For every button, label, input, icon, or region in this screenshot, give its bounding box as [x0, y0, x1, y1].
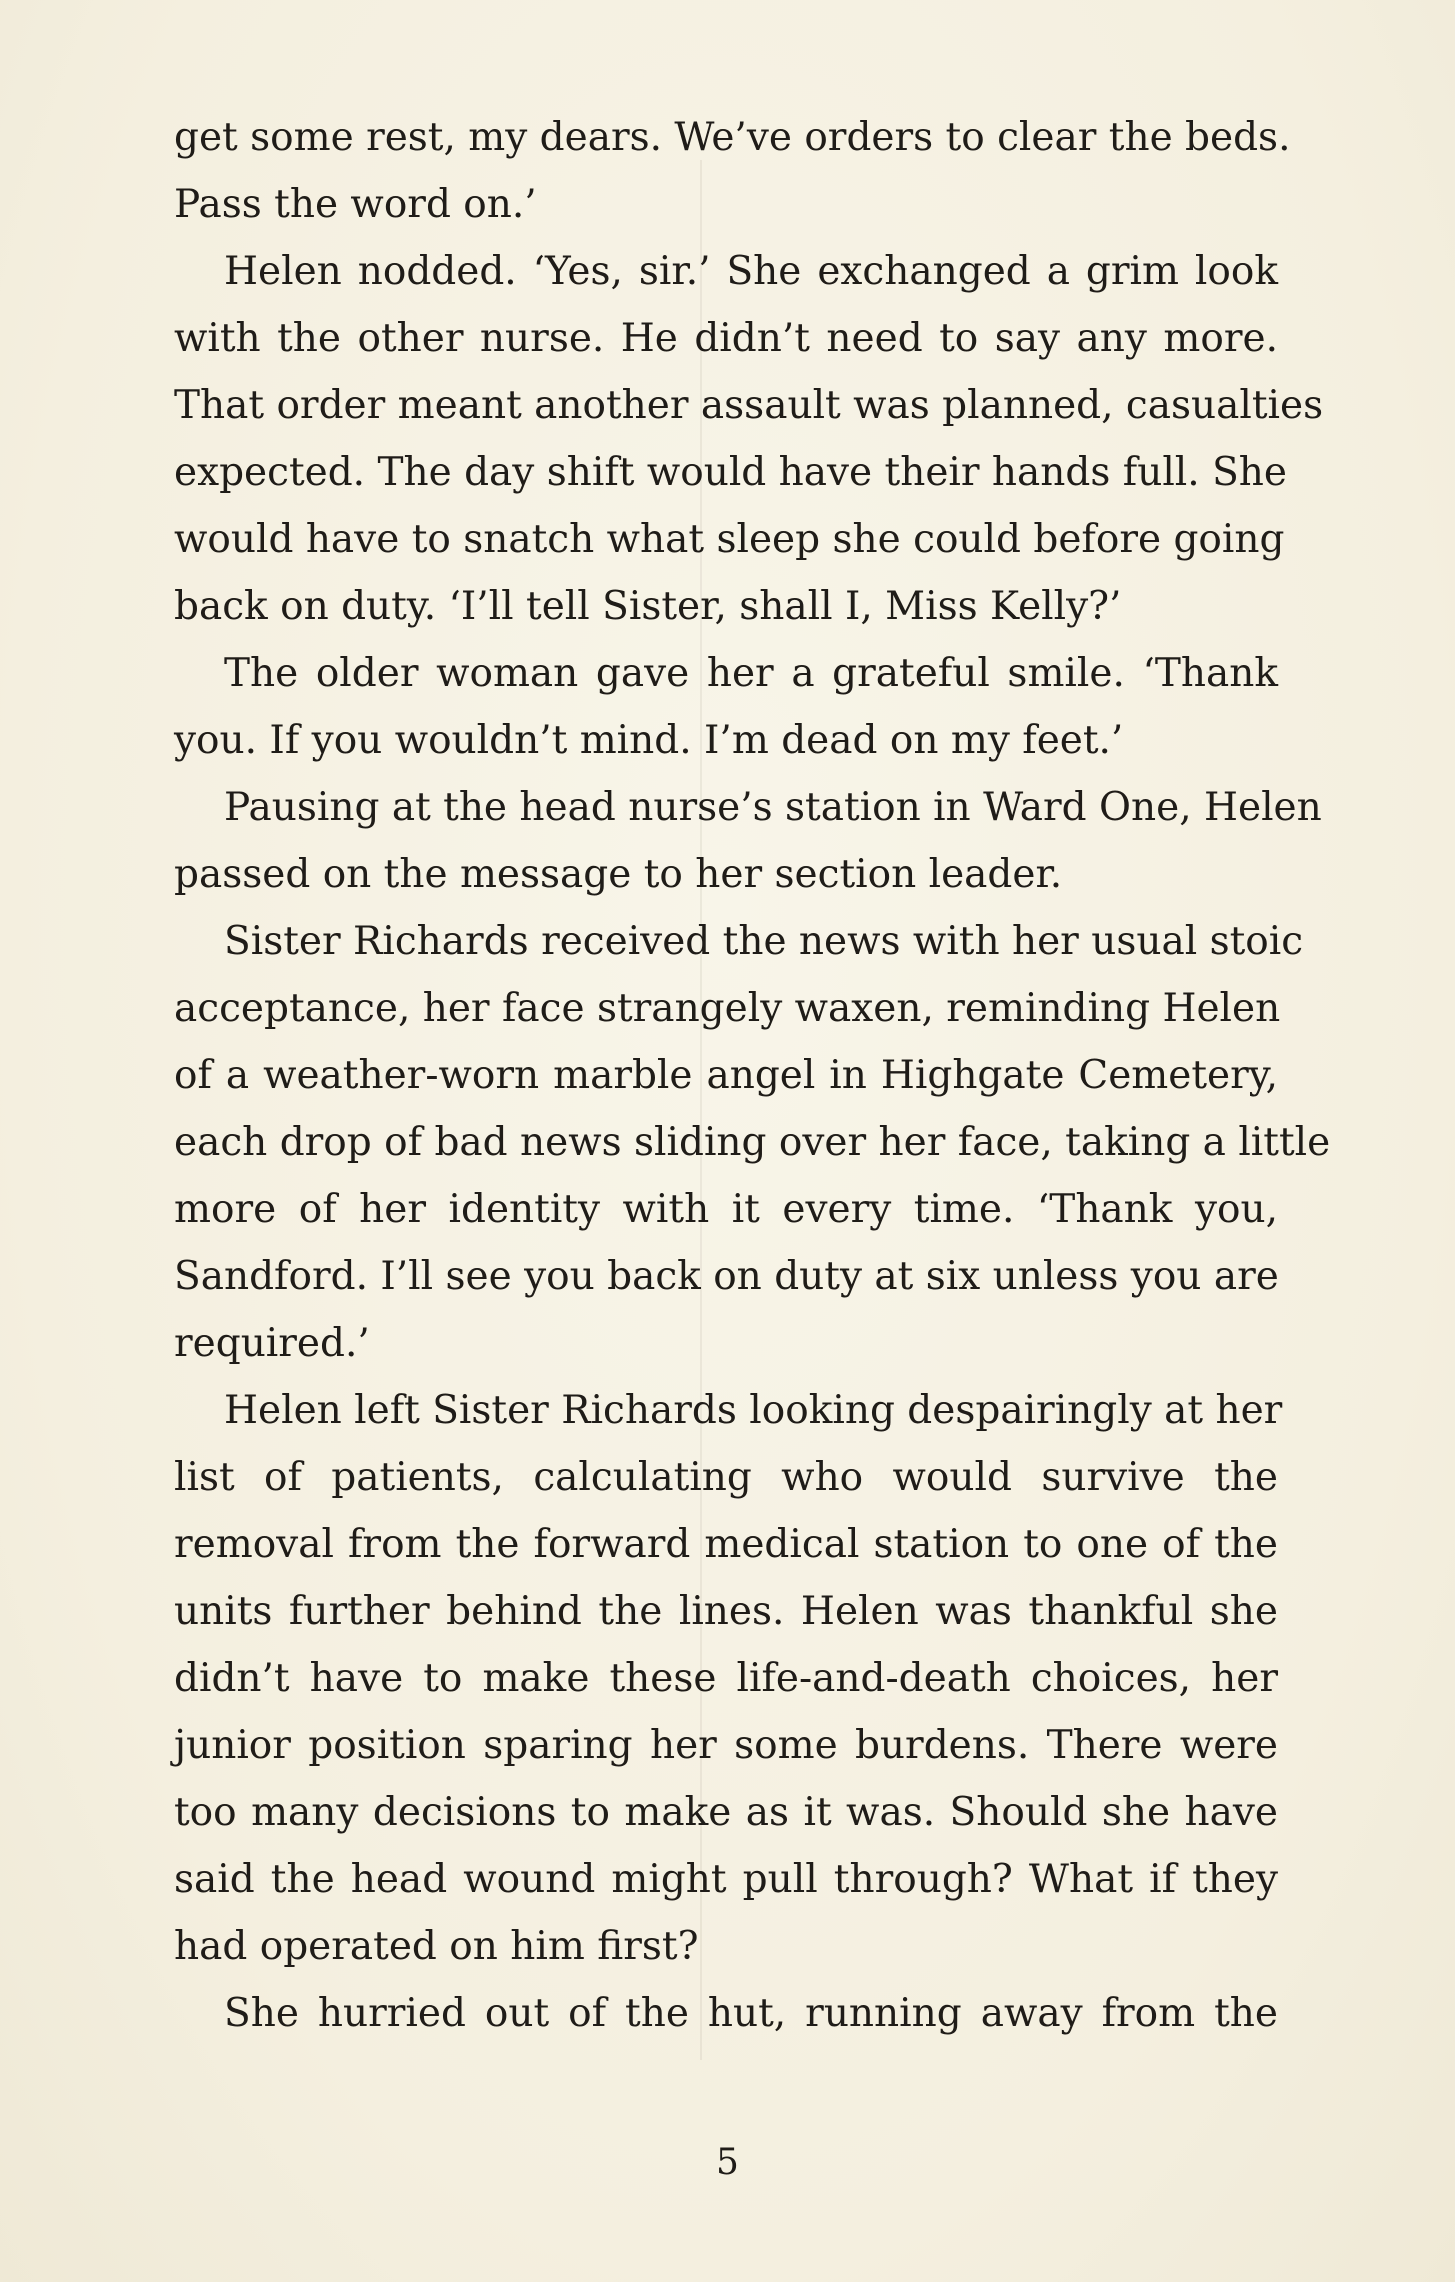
text-line: would have to snatch what sleep she could before going — [174, 517, 1285, 562]
text-line: units further behind the lines. Helen was thankful she — [174, 1589, 1278, 1634]
text-line: That order meant another assault was planned, casualties — [174, 383, 1324, 428]
text-line: She hurried out of the hut, running away from the — [224, 1991, 1278, 2036]
text-line: required.’ — [174, 1321, 370, 1366]
text-line: more of her identity with it every time. ‘Thank you, — [174, 1187, 1278, 1232]
text-line: with the other nurse. He didn’t need to say any more. — [174, 316, 1278, 361]
text-line: of a weather-worn marble angel in Highgate Cemetery, — [174, 1053, 1278, 1098]
text-line: had operated on him first? — [174, 1924, 699, 1969]
text-line: Sister Richards received the news with her usual stoic — [224, 919, 1304, 964]
body-text — [174, 104, 1331, 2047]
text-line: back on duty. ‘I’ll tell Sister, shall I, Miss Kelly?’ — [174, 584, 1122, 629]
text-line: you. If you wouldn’t mind. I’m dead on my feet.’ — [174, 718, 1124, 763]
text-line: each drop of bad news sliding over her face, taking a little — [174, 1120, 1331, 1165]
text-line: Pass the word on.’ — [174, 182, 537, 227]
page-number: 5 — [716, 2142, 739, 2183]
text-line: removal from the forward medical station to one of the — [174, 1522, 1278, 1567]
text-line: Pausing at the head nurse’s station in Ward One, Helen — [224, 785, 1322, 830]
text-line: Helen left Sister Richards looking despairingly at her — [224, 1388, 1283, 1433]
text-line: Helen nodded. ‘Yes, sir.’ She exchanged a grim look — [224, 249, 1278, 294]
text-line: Sandford. I’ll see you back on duty at six unless you are — [174, 1254, 1279, 1299]
text-line: too many decisions to make as it was. Should she have — [174, 1790, 1278, 1835]
text-line: junior position sparing her some burdens. There were — [174, 1723, 1278, 1768]
text-line: didn’t have to make these life-and-death choices, her — [174, 1656, 1278, 1701]
text-line: acceptance, her face strangely waxen, reminding Helen — [174, 986, 1281, 1031]
text-line: The older woman gave her a grateful smile. ‘Thank — [224, 651, 1278, 696]
text-line: get some rest, my dears. We’ve orders to clear the beds. — [174, 115, 1291, 160]
text-line: said the head wound might pull through? What if they — [174, 1857, 1278, 1902]
text-line: expected. The day shift would have their hands full. She — [174, 450, 1287, 495]
text-line: list of patients, calculating who would survive the — [174, 1455, 1278, 1500]
text-line: passed on the message to her section leader. — [174, 852, 1063, 897]
